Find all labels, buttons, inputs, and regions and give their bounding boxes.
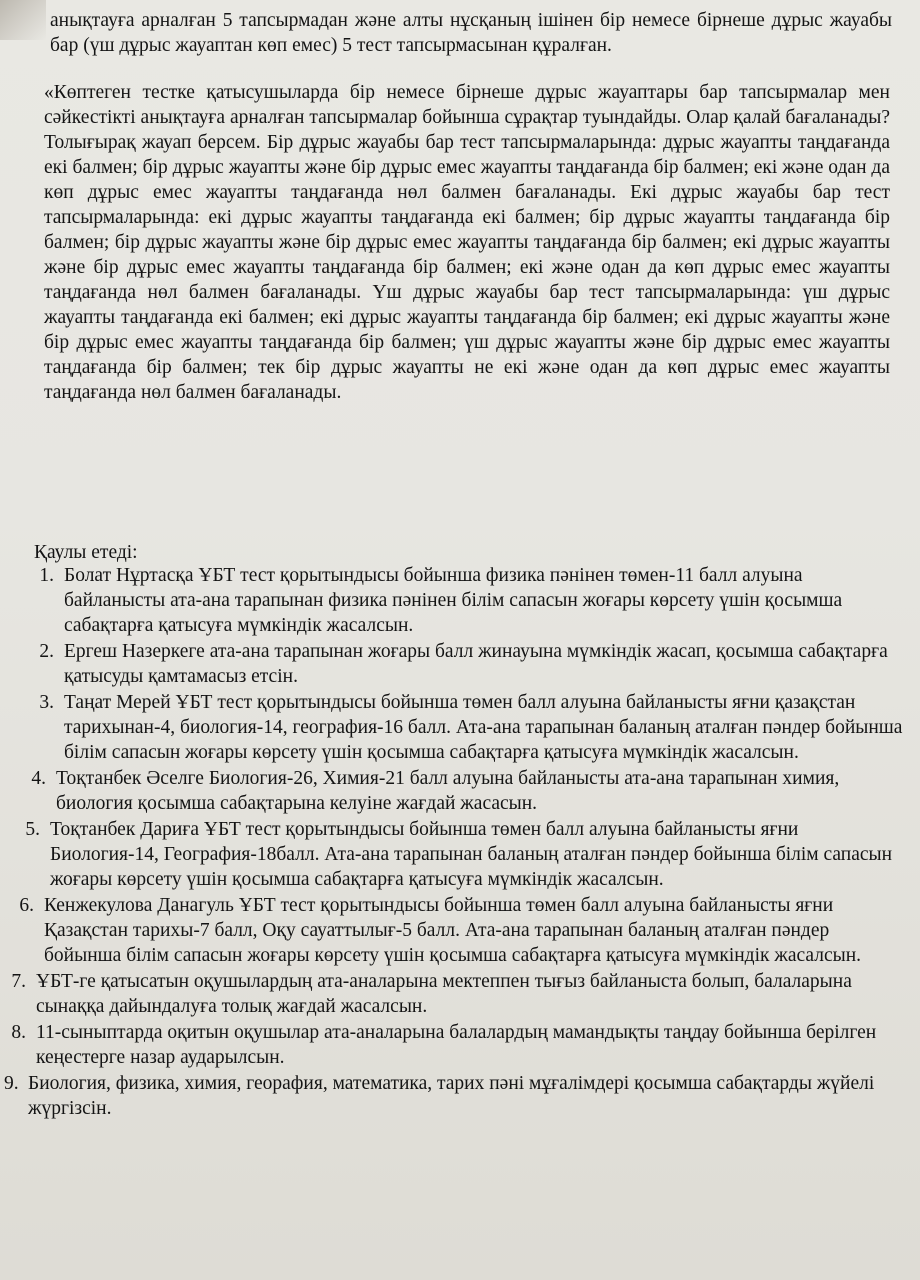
item-number: 5. <box>25 819 40 840</box>
item-number: 1. <box>39 565 54 586</box>
resolution-item <box>4 563 904 638</box>
resolution-item <box>4 893 904 968</box>
item-text: Кенжекулова Данагуль ҰБТ тест қорытындысы бойынша төмен балл алуына байланысты яғни Қазақстан тарихы-7 балл, Оқу сауаттылығ-5 балл. Ата-ана тарапынан баланың аталған пәндер бойынша білім сапасын жоғары көрсету үшін қосымша сабақтарға қатысуға мүмкіндік жасалсын. <box>44 895 862 966</box>
item-text: Ергеш Назеркеге ата-ана тарапынан жоғары балл жинауына мүмкіндік жасап, қосымша сабақтарға қатысуды қамтамасыз етсін. <box>64 641 888 687</box>
quote-paragraph: «Көптеген тестке қатысушыларда бір немесе бірнеше дұрыс жауаптары бар тапсырмалар мен сәйкестікті анықтауға арналған тапсырмалар бойынша сұрақтар туындайды. Олар қалай бағаланады? Толығырақ жауап берсем. Бір дұрыс жауабы бар тест тапсырмаларында: дұрыс жауапты таңдағанда екі балмен; бір дұрыс жауапты және бір дұрыс емес жауапты таңдағанда бір балмен; екі және одан да көп дұрыс емес жауапты таңдағанда нөл балмен бағаланады. Екі дұрыс жауабы бар тест тапсырмаларында: екі дұрыс жауапты таңдағанда екі балмен; бір дұрыс жауапты таңдағанда бір балмен; бір дұрыс жауапты және бір дұрыс емес жауапты таңдағанда бір балмен; екі дұрыс жауапты және бір дұрыс емес жауапты таңдағанда бір балмен; екі және одан да көп дұрыс емес жауапты таңдағанда нөл балмен бағаланады. Үш дұрыс жауабы бар тест тапсырмаларында: үш дұрыс жауапты таңдағанда екі балмен; екі дұрыс жауапты таңдағанда бір балмен; екі дұрыс жауапты және бір дұрыс емес жауапты таңдағанда бір балмен; үш дұрыс жауапты және бір дұрыс емес жауапты таңдағанда бір балмен; тек бір дұрыс жауапты не екі және одан да көп дұрыс емес жауапты таңдағанда нөл балмен бағаланады. <box>44 82 890 403</box>
item-text: Таңат Мерей ҰБТ тест қорытындысы бойынша төмен балл алуына байланысты яғни қазақстан тарихынан-4, биология-14, география-16 балл. Ата-ана тарапынан баланың аталған пәндер бойынша білім сапасын жоғары көрсету үшін қосымша сабақтарға қатысуға мүмкіндік жасалсын. <box>64 692 903 763</box>
resolution-item <box>4 969 904 1019</box>
resolution-item <box>4 766 904 816</box>
item-text: 11-сыныптарда оқитын оқушылар ата-аналарына балалардың мамандықты таңдау бойынша берілген кеңестерге назар аударылсын. <box>36 1022 877 1068</box>
resolution-list <box>4 563 904 1122</box>
resolution-item <box>4 639 904 689</box>
item-text: Биология, физика, химия, георафия, математика, тарих пәні мұғалімдері қосымша сабақтарды жүйелі жүргізсін. <box>28 1073 875 1119</box>
item-number: 8. <box>11 1022 26 1043</box>
item-number: 7. <box>11 971 26 992</box>
item-number: 6. <box>19 895 34 916</box>
resolution-item <box>4 690 904 765</box>
item-text: Тоқтанбек Әселге Биология-26, Химия-21 балл алуына байланысты ата-ана тарапынан химия, биология қосымша сабақтарына келуіне жағдай жасасын. <box>56 768 840 814</box>
intro-paragraph: анықтауға арналған 5 тапсырмадан және алты нұсқаның ішінен бір немесе бірнеше дұрыс жауабы бар (үш дұрыс жауаптан көп емес) 5 тест тапсырмасынан құралған. <box>50 10 892 56</box>
item-number: 2. <box>39 641 54 662</box>
item-text: ҰБТ-ге қатысатын оқушылардың ата-аналарына мектеппен тығыз байланыста болып, балаларына сынаққа дайындалуға толық жағдай жасалсын. <box>36 971 852 1017</box>
item-text: Тоқтанбек Дариға ҰБТ тест қорытындысы бойынша төмен балл алуына байланысты яғни Биология-14, География-18балл. Ата-ана тарапынан баланың аталған пәндер бойынша білім сапасын жоғары көрсету үшін қосымша сабақтарға қатысуға мүмкіндік жасалсын. <box>50 819 893 890</box>
item-number: 3. <box>39 692 54 713</box>
resolution-item <box>4 1071 904 1121</box>
resolution-item <box>4 1020 904 1070</box>
page-corner-shadow <box>0 0 46 40</box>
item-number: 9. <box>4 1073 19 1094</box>
resolution-item <box>4 817 904 892</box>
resolves-heading: Қаулы етеді: <box>34 542 138 563</box>
item-text: Болат Нұртасқа ҰБТ тест қорытындысы бойынша физика пәнінен төмен-11 балл алуына байланысты ата-ана тарапынан физика пәнінен білім сапасын жоғары көрсету үшін қосымша сабақтарға қатысуға мүмкіндік жасалсын. <box>64 565 843 636</box>
item-number: 4. <box>31 768 46 789</box>
